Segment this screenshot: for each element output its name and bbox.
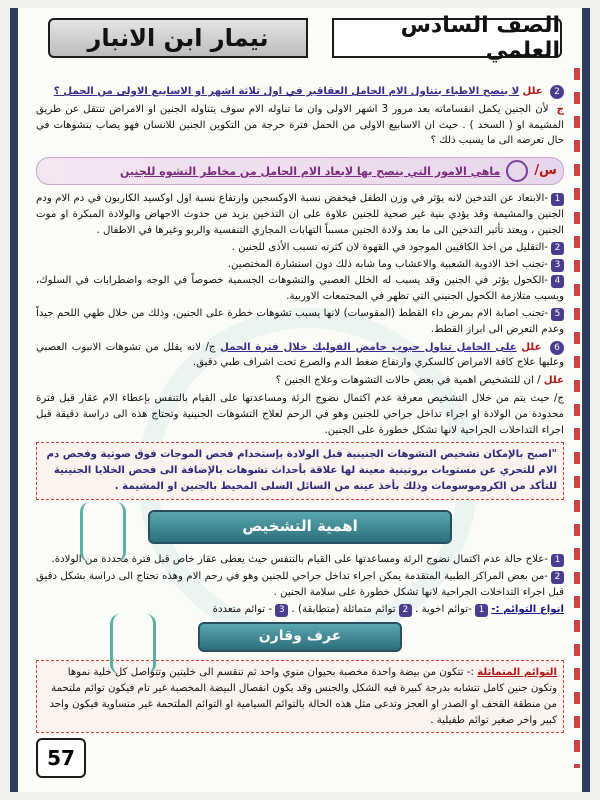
question-6 xyxy=(36,340,564,372)
question-prefix: علل xyxy=(521,341,542,353)
question-number: 6 xyxy=(550,341,564,355)
banner-text: ماهي الامور التي ينصح بها لابعاد الام الحامل من مخاطر التشوه للجنين xyxy=(119,164,501,178)
answer-text: ج/ لانه يقلل من تشوهات الانبوب العصبي وعليها علاج كافة الامراض كالسكري وارتفاع ضغط الدم والصرع تحت اشراف طبي دقيق. xyxy=(36,341,564,369)
twins-label: انواع التوائم :- xyxy=(491,604,564,616)
item-number: 1 xyxy=(551,554,564,567)
item-number: 5 xyxy=(551,308,564,321)
header xyxy=(48,13,562,64)
answer-7 xyxy=(36,391,564,438)
item-text: -التقليل من اخذ الكافيين الموجود في القهوة لان كثرته تسبب الأذى للجنين . xyxy=(231,241,548,253)
page xyxy=(10,8,590,792)
item-text: -من بعض المراكز الطبية المتقدمة يمكن اجراء تداخل جراحي للجنين وهو في رحم الام وهذه تحتاج الى دراسة بشكل دقيق قبل اجراء التداخلات الجراحية لانها تشكل خطورة على سلامة الجنين . xyxy=(36,570,564,598)
banner-letter: س/ xyxy=(534,163,557,179)
question-number: 2 xyxy=(550,85,564,99)
question-prefix: علل xyxy=(522,86,543,97)
item-text: -تجنب اصابة الام بمرض داء القطط (المقوسات) لانها يسبب تشوهات خطرة على الجنين، وذلك من خلال طهي اللحم جيداً وعدم التعرض الى ابراز القطط. xyxy=(36,307,564,335)
answer-mark: ج xyxy=(556,103,564,115)
compare-section-title xyxy=(198,622,402,652)
twins-type-text: توائم متماثلة (متطابقة) . xyxy=(291,604,396,616)
question-2 xyxy=(36,84,564,100)
diagnosis-section-title xyxy=(148,510,452,544)
list-item xyxy=(36,191,564,238)
twins-number: 1 xyxy=(475,604,488,617)
page-number: 57 xyxy=(36,738,86,778)
item-text: -الكحول يؤثر في الجنين وقد يسبب له الخلل العصبي والتشوهات الجسمية خصوصاً في الوجه واضطرابات في السلوك، ويسبب متلازمة الكحول الجنيني التي تظهر في المجتمعات الاوربية. xyxy=(36,275,564,303)
section-title-text: عرف وقارن xyxy=(258,628,342,645)
item-text: -الابتعاد عن التدخين لانه يؤثر في وزن الطفل فيخفض نسبة الاوكسجين وارتفاع نسبة اول اوكسيد الكاربون في دم الام ودم الجنين والمشيمة وقد يؤدي بنية غير صحية للجنين علاوة على ان التدخين يزيد من حدوث الاجهاض والولادة المبكرة او موت الجنين ، ويعتد تأثير التدخين الى ما بعد ولادة الجنين مسبباً التهابات المجاري التنفسية والربو وغيرها في الاطفال . xyxy=(36,193,564,236)
twins-type-text: -توائم اخوية . xyxy=(415,604,472,616)
dna-icon xyxy=(80,502,126,562)
answer-text: ج/ حيث يتم من خلال التشخيص معرفة عدم اكتمال نضوج الرئة ومساعدتها على القيام بالتنفس بإعطاء الام عقار قبل فترة محدودة من الولادة او اجراء تداخل جراحي للجنين وهو في الرحم لعلاج التشوهات الجنينية وتحتاج هذه الى دراسة دقيقة قبل اجراء التداخلات الجراحية لانها تشكل خطورة على الجنين. xyxy=(36,393,564,436)
item-number: 2 xyxy=(551,242,564,255)
list-item xyxy=(36,306,564,338)
item-number: 2 xyxy=(551,571,564,584)
list-item xyxy=(36,240,564,256)
content xyxy=(36,82,564,737)
question-prefix: علل xyxy=(543,375,564,387)
header-author-title: نيمار ابن الانبار xyxy=(48,18,308,58)
twins-type-text: - توائم متعددة xyxy=(212,604,273,616)
item-number: 3 xyxy=(551,259,564,272)
item-number: 1 xyxy=(551,193,564,206)
answer-2 xyxy=(36,102,564,149)
identical-twins-text: :- تتكون من بيضة واحدة مخصبة بحيوان منوي واحد ثم تنقسم الى خليتين وتتواصل كل خلية نموها وتكون جنين كامل تتشابه بدرجة كبيرة فيه الشكل والجنس وقد يكون انفصال البيضة المخصبة غير تام فيكون توائم ملتحمة من منطقة القحف او الصدر او العجز وتدعى مثل هذه الحالة بالتوائم السيامية او التوائم الملتحمة غير متساوية فيكون واحد كبير واخر صغير توائم طفيلية . xyxy=(49,667,557,726)
section-title-text: اهمية التشخيص xyxy=(242,517,358,536)
answer-text: لأن الجنين يكمل انقساماته بعد مرور 3 اشهر الاولى وان ما تناوله الام سوف يتناوله الجنين او الامراض تنتقل عن طريق المشيمة او ( السخد ) . حيث ان الاسابيع الاولى من الحمل فترة حرجة من التكوين الجنين للانسان فهو يصاب بتشوهات في حال تعرضه الى ما يسبب ذلك ؟ xyxy=(36,103,564,147)
advice-list xyxy=(36,191,564,337)
question-text: / ان للتشخيص اهمية في بعض حالات التشوهات وعلاج الجنين ؟ xyxy=(275,375,541,387)
question-7 xyxy=(36,373,564,389)
diagnosis-note: "اصبح بالإمكان تشخيص التشوهات الجنينية قبل الولادة بإستخدام فحص الموجات فوق صوتية وفحص دم الام للتحري عن مستويات بروتينية معينة لها علاقة بأحداث تشوهات بالإضافة الى فحص الخلايا الجنينية للتأكد من الكروموسومات وذلك بأخذ عينه من السائل السلى المحيط بالجنين او المشيمة . xyxy=(36,442,564,499)
question-text: على الحامل تناول حبوب حامض الفوليك خلال فترة الحمل xyxy=(220,341,517,353)
twins-number: 2 xyxy=(399,604,412,617)
header-grade-title: الصف السادس العلمي xyxy=(332,18,562,58)
question-banner xyxy=(36,157,564,185)
item-text: -تجنب اخذ الادوية الشعبية والاعشاب وما شابه ذلك دون استشارة المختصين. xyxy=(227,258,548,270)
dna-icon xyxy=(110,614,156,674)
question-text: لا ينصح الاطباء بتناول الام الحامل العقاقير في اول ثلاثة اشهر او الاسابيع الاولى من الحمل ؟ xyxy=(53,86,520,97)
list-item xyxy=(36,273,564,305)
dna-icon xyxy=(506,160,528,182)
decorative-strip xyxy=(574,68,580,768)
identical-twins-label: التوائم المتماثلة xyxy=(477,667,557,679)
twins-number: 3 xyxy=(275,604,288,617)
item-text: -علاج حالة عدم اكتمال نضوج الرئة ومساعدتها على القيام بالتنفس حيث يعطى عقار خاص قبل فترة محددة من الولادة. xyxy=(51,553,548,565)
list-item xyxy=(36,257,564,273)
list-item xyxy=(36,569,564,601)
item-number: 4 xyxy=(551,275,564,288)
